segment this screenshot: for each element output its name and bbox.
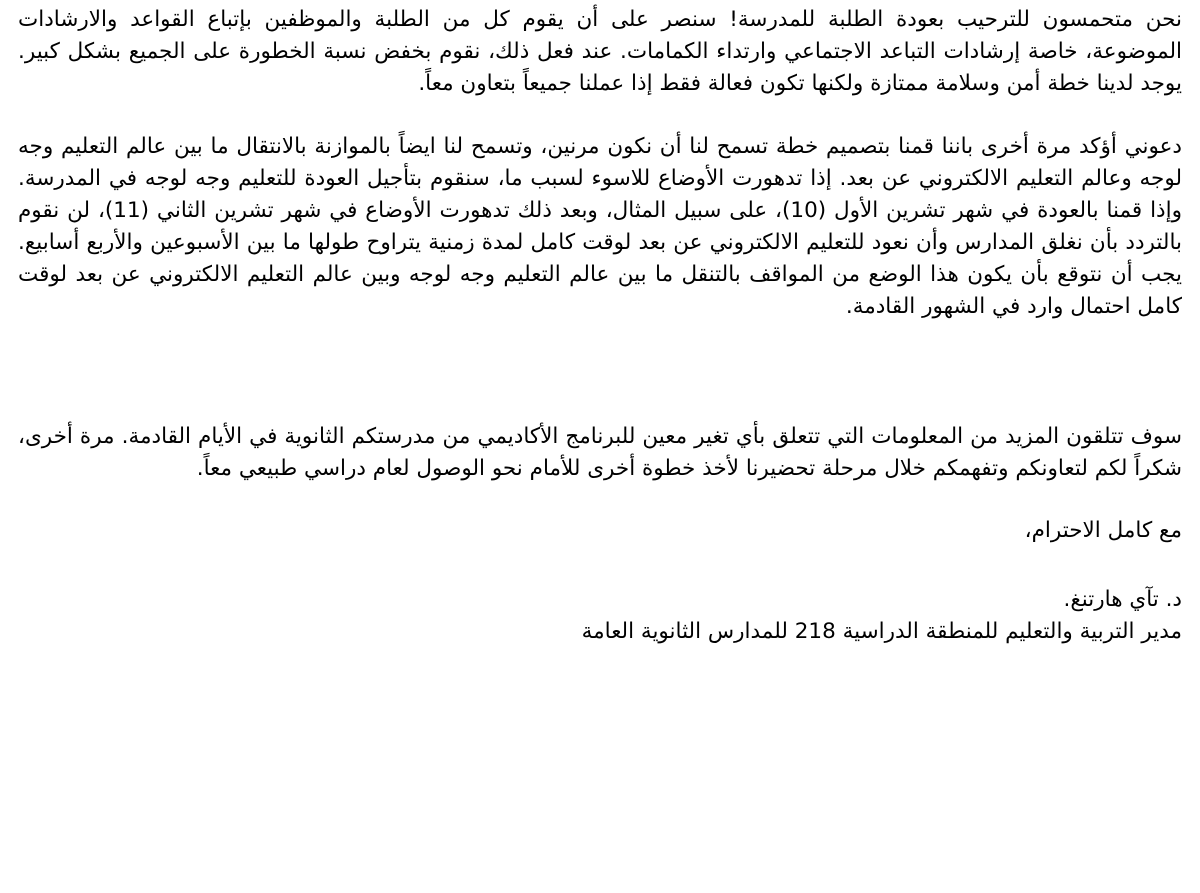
closing-line: مع كامل الاحترام، (1024, 518, 1182, 543)
signature-block (18, 584, 1182, 648)
paragraph-more-information: سوف تتلقون المزيد من المعلومات التي تتعلق بأي تغير معين للبرنامج الأكاديمي من مدرستكم الثانوية في الأيام القادمة. مرة أخرى، شكراً لكم لتعاونكم وتفهمكم خلال مرحلة تحضيرنا لأخذ خطوة أخرى للأمام نحو الوصول لعام دراسي طبيعي معاً. (18, 424, 1182, 481)
paragraph-flexible-plan: دعوني أؤكد مرة أخرى باننا قمنا بتصميم خطة تسمح لنا أن نكون مرنين، وتسمح لنا ايضاً بالموازنة بالانتقال ما بين عالم التعليم وجه لوجه وعالم التعليم الالكتروني عن بعد. إذا تدهورت الأوضاع للاسوء لسبب ما، سنقوم بتأجيل العودة للتعليم وجه لوجه في المدرسة. وإذا قمنا بالعودة في شهر تشرين الأول (10)، على سبيل المثال، وبعد ذلك تدهورت الأوضاع في شهر تشرين الثاني (11)، لن نقوم بالتردد بأن نغلق المدارس وأن نعود للتعليم الالكتروني عن بعد لوقت كامل لمدة زمنية يتراوح طولها ما بين الأسبوعين والأربع أسابيع. يجب أن نتوقع بأن يكون هذا الوضع من المواقف بالتنقل ما بين عالم التعليم وجه لوجه وبين عالم التعليم الالكتروني عن بعد لوقت كامل احتمال وارد في الشهور القادمة. (18, 134, 1182, 319)
signature-title: مدير التربية والتعليم للمنطقة الدراسية 218 للمدارس الثانوية العامة (581, 619, 1182, 644)
paragraph-welcome-back: نحن متحمسون للترحيب بعودة الطلبة للمدرسة! سنصر على أن يقوم كل من الطلبة والموظفين بإتباع القواعد والارشادات الموضوعة، خاصة إرشادات التباعد الاجتماعي وارتداء الكمامات. عند فعل ذلك، نقوم بخفض نسبة الخطورة على الجميع بشكل كبير. يوجد لدينا خطة أمن وسلامة ممتازة ولكنها تكون فعالة فقط إذا عملنا جميعاً بتعاون معاً. (18, 7, 1182, 96)
signature-name: د. تآي هارتنغ. (1063, 587, 1182, 612)
